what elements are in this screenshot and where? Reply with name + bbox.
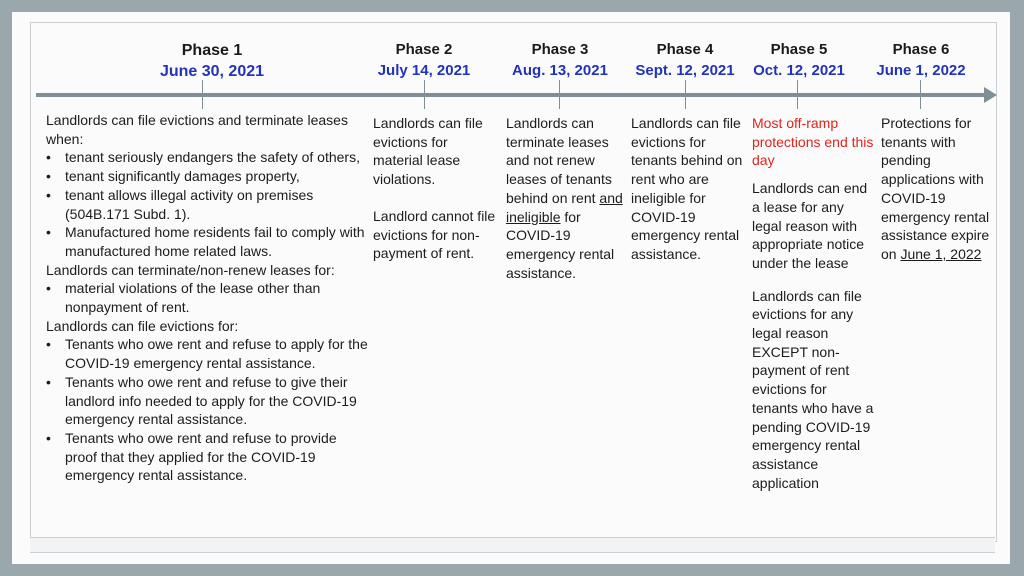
phase-1-nonrenew-list bbox=[46, 279, 371, 316]
list-item: • tenant allows illegal activity on premises (504B.171 Subd. 1). bbox=[46, 186, 371, 223]
phase-2-text-1: Landlords can file evictions for material lease violations. bbox=[373, 115, 483, 188]
phase-1-termination-list bbox=[46, 148, 371, 260]
phase-3-label bbox=[499, 39, 621, 81]
phase-1-details bbox=[46, 111, 371, 485]
phase-6-text-underlined: June 1, 2022 bbox=[900, 245, 982, 262]
timeline-tick-phase-4 bbox=[685, 80, 686, 109]
phase-5-text-2: Landlords can end a lease for any legal reason with appropriate notice under the lease bbox=[752, 180, 868, 271]
phase-2-name: Phase 2 bbox=[395, 41, 453, 58]
timeline-arrow-icon bbox=[984, 87, 997, 103]
phase-1-nonrenew-heading: Landlords can terminate/non-renew leases for: bbox=[46, 261, 335, 278]
phase-2-text-2: Landlord cannot file evictions for non-payment of rent. bbox=[373, 207, 496, 262]
phase-1-label bbox=[132, 40, 292, 82]
list-item: • Manufactured home residents fail to comply with manufactured home related laws. bbox=[46, 223, 371, 260]
bottom-band bbox=[30, 537, 995, 553]
phase-4-name: Phase 4 bbox=[656, 41, 714, 58]
phase-5-date: Oct. 12, 2021 bbox=[753, 62, 845, 79]
timeline-tick-phase-3 bbox=[559, 80, 560, 109]
timeline-tick-phase-5 bbox=[797, 80, 798, 109]
phase-4-text: Landlords can file evictions for tenants behind on rent who are ineligible for COVID-19 emergency rental assistance. bbox=[631, 115, 743, 262]
timeline-tick-phase-1 bbox=[202, 80, 203, 109]
phase-3-text-end: for COVID-19 emergency rental assistance. bbox=[506, 208, 615, 281]
phase-6-text-start: Protections for tenants with pending applications with COVID-19 emergency rental assistance expire on bbox=[881, 115, 990, 262]
phase-5-text-3: Landlords can file evictions for any legal reason EXCEPT non-payment of rent evictions for tenants who have a pending COVID-19 emergency rental assistance application bbox=[752, 287, 874, 491]
phase-5-highlight: Most off-ramp protections end this day bbox=[752, 115, 874, 169]
phase-1-evictions-list bbox=[46, 335, 371, 485]
phase-3-text-start: Landlords can terminate leases and not renew leases of tenants behind on rent bbox=[506, 115, 612, 206]
phase-3-text-underlined: and ineligible bbox=[506, 189, 623, 225]
list-item: • Tenants who owe rent and refuse to apply for the COVID-19 emergency rental assistance. bbox=[46, 335, 371, 372]
list-item: • tenant seriously endangers the safety of others, bbox=[46, 148, 371, 167]
phase-6-date: June 1, 2022 bbox=[876, 62, 966, 79]
phase-4-details bbox=[631, 114, 747, 264]
phase-6-label bbox=[865, 39, 977, 81]
timeline-line bbox=[36, 93, 988, 97]
list-item: • Tenants who owe rent and refuse to provide proof that they applied for the COVID-19 emergency rental assistance. bbox=[46, 429, 371, 485]
timeline-tick-phase-2 bbox=[424, 80, 425, 109]
phase-4-label bbox=[621, 39, 749, 81]
phase-3-name: Phase 3 bbox=[531, 41, 589, 58]
phase-6-details bbox=[881, 114, 993, 264]
list-item: • tenant significantly damages property, bbox=[46, 167, 371, 186]
phase-3-details bbox=[506, 114, 630, 282]
phase-6-text bbox=[881, 114, 993, 264]
phase-2-details bbox=[373, 114, 501, 263]
phase-2-date: July 14, 2021 bbox=[377, 62, 471, 79]
phase-5-name: Phase 5 bbox=[770, 41, 828, 58]
phase-1-name: Phase 1 bbox=[181, 42, 243, 59]
phase-1-date: June 30, 2021 bbox=[159, 63, 265, 80]
phase-4-date: Sept. 12, 2021 bbox=[635, 62, 735, 79]
list-item: • Tenants who owe rent and refuse to give their landlord info needed to apply for the COVID-19 emergency rental assistance. bbox=[46, 373, 371, 429]
phase-3-date: Aug. 13, 2021 bbox=[512, 62, 608, 79]
timeline-tick-phase-6 bbox=[920, 80, 921, 109]
phase-5-label bbox=[745, 39, 853, 81]
phase-6-name: Phase 6 bbox=[892, 41, 950, 58]
phase-3-text bbox=[506, 114, 630, 282]
phase-2-label bbox=[364, 39, 484, 81]
slide bbox=[12, 12, 1010, 564]
phase-5-details bbox=[752, 114, 875, 492]
phase-1-evictions-heading: Landlords can file evictions for: bbox=[46, 317, 239, 334]
phase-1-intro: Landlords can file evictions and terminate leases when: bbox=[46, 112, 348, 147]
list-item: • material violations of the lease other than nonpayment of rent. bbox=[46, 279, 371, 316]
